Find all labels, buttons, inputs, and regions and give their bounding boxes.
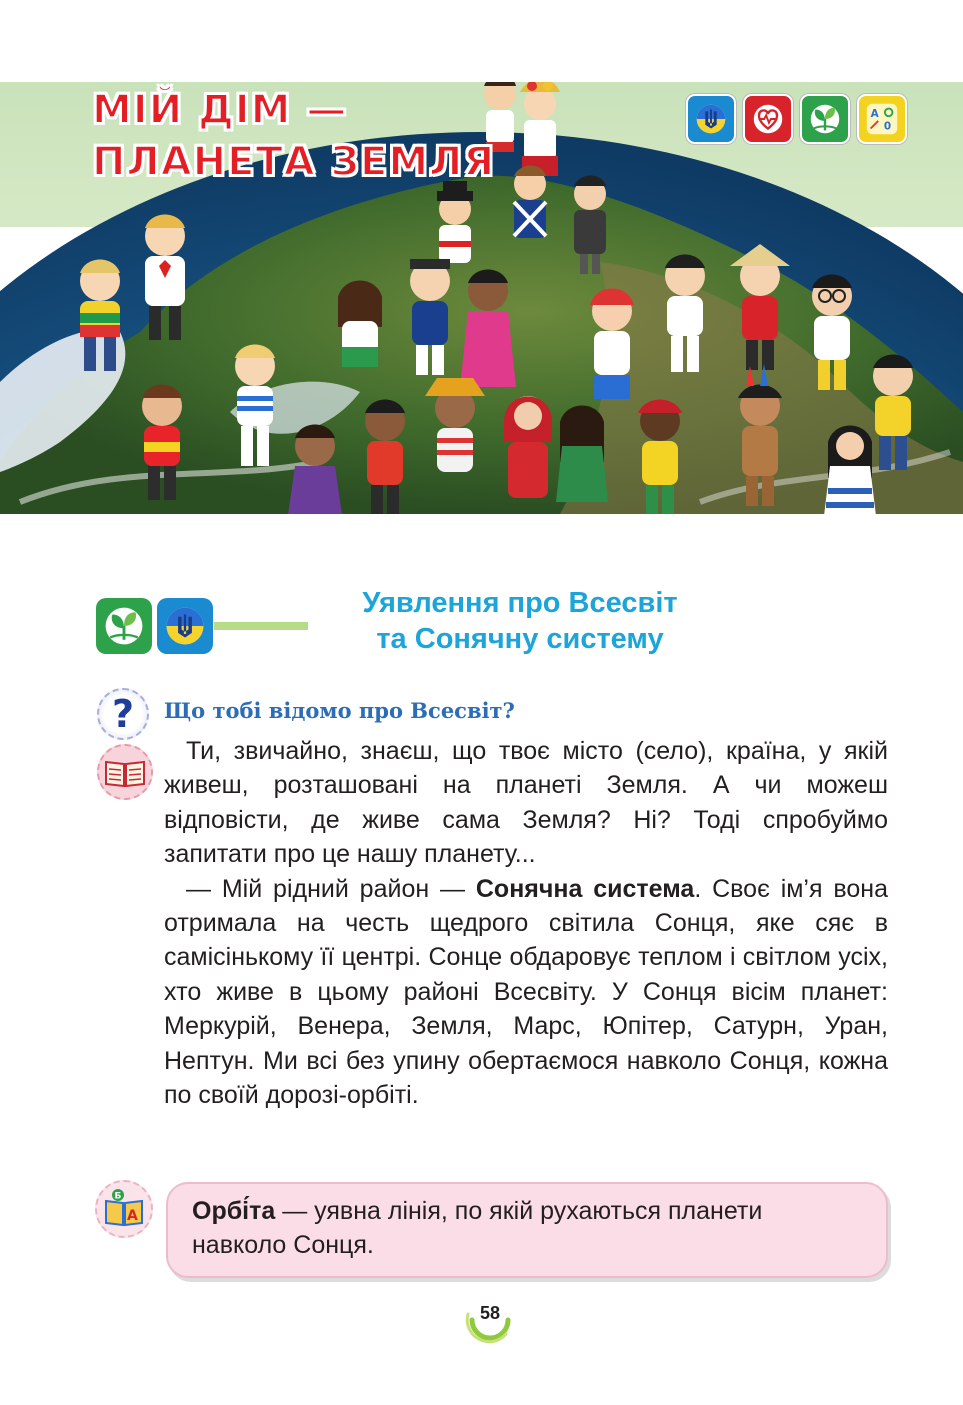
- definition-term: Орбі́та: [192, 1197, 276, 1225]
- page-number-badge: [462, 1290, 518, 1346]
- lesson-title: [318, 585, 722, 657]
- svg-text:А: А: [870, 108, 879, 121]
- unit-title-line-1: МІЙ ДІМ —: [92, 87, 348, 133]
- svg-text:0: 0: [883, 120, 892, 133]
- term-solar-system: Сонячна система: [475, 874, 695, 903]
- ukraine-trident-icon: [157, 598, 213, 654]
- page-number: 58: [479, 1303, 501, 1323]
- lesson-line-icons: [96, 598, 213, 654]
- dictionary-icon: [95, 1180, 153, 1238]
- question-marker-icon: [97, 688, 149, 740]
- paragraph-1: Ти, звичайно, знаєш, що твоє місто (село), країна, у якій живеш, розташовані на планеті Земля. А чи можеш відповісти, де живе сама Земля? Ні? Тоді спробуймо запитати про це нашу планету...: [164, 737, 888, 869]
- ecology-sprout-icon: [96, 598, 152, 654]
- question-text: Що тобі відомо про Всесвіт?: [164, 698, 515, 723]
- dictionary-letter-b: Б: [114, 1191, 122, 1202]
- paragraph-2: [164, 872, 888, 1113]
- dictionary-letter-a: А: [127, 1208, 138, 1224]
- paragraph-2-end: . Своє ім’я вона отримала на честь щедрого світила Сонця, яке сяє в самісінькому її центрі. Сонце обдаровує теплом і світлом усіх, хто живе в цьому районі Всесвіту. У Сонця вісім планет: Меркурій, Венера, Земля, Марс, Юпітер, Сатурн, Уран, Нептун. Ми всі без упину обертаємося навколо Сонця, кожна по своїй дорозі-орбіті.: [164, 874, 888, 1110]
- definition-text: — уявна лінія, по якій рухаються планети навколо Сонця.: [192, 1197, 763, 1259]
- lesson-title-line-1: Уявлення про Всесвіт: [362, 587, 678, 619]
- unit-title-line-2: ПЛАНЕТА ЗЕМЛЯ: [92, 139, 496, 185]
- unit-title: [92, 84, 495, 188]
- lesson-title-line-2: та Сонячну систему: [376, 623, 664, 655]
- content-line-icons: [686, 94, 907, 144]
- paragraph-2-start: — Мій рідний район —: [186, 874, 476, 903]
- heading-rule: [214, 622, 308, 630]
- ukraine-trident-icon: [686, 94, 736, 144]
- question-mark: ?: [111, 692, 135, 736]
- ecology-sprout-icon: [800, 94, 850, 144]
- open-book-icon: [97, 744, 153, 800]
- definition-box: [166, 1182, 888, 1278]
- unit-banner: [0, 82, 963, 514]
- lesson-body: [164, 734, 888, 1112]
- heart-health-icon: [743, 94, 793, 144]
- letters-numbers-icon: [857, 94, 907, 144]
